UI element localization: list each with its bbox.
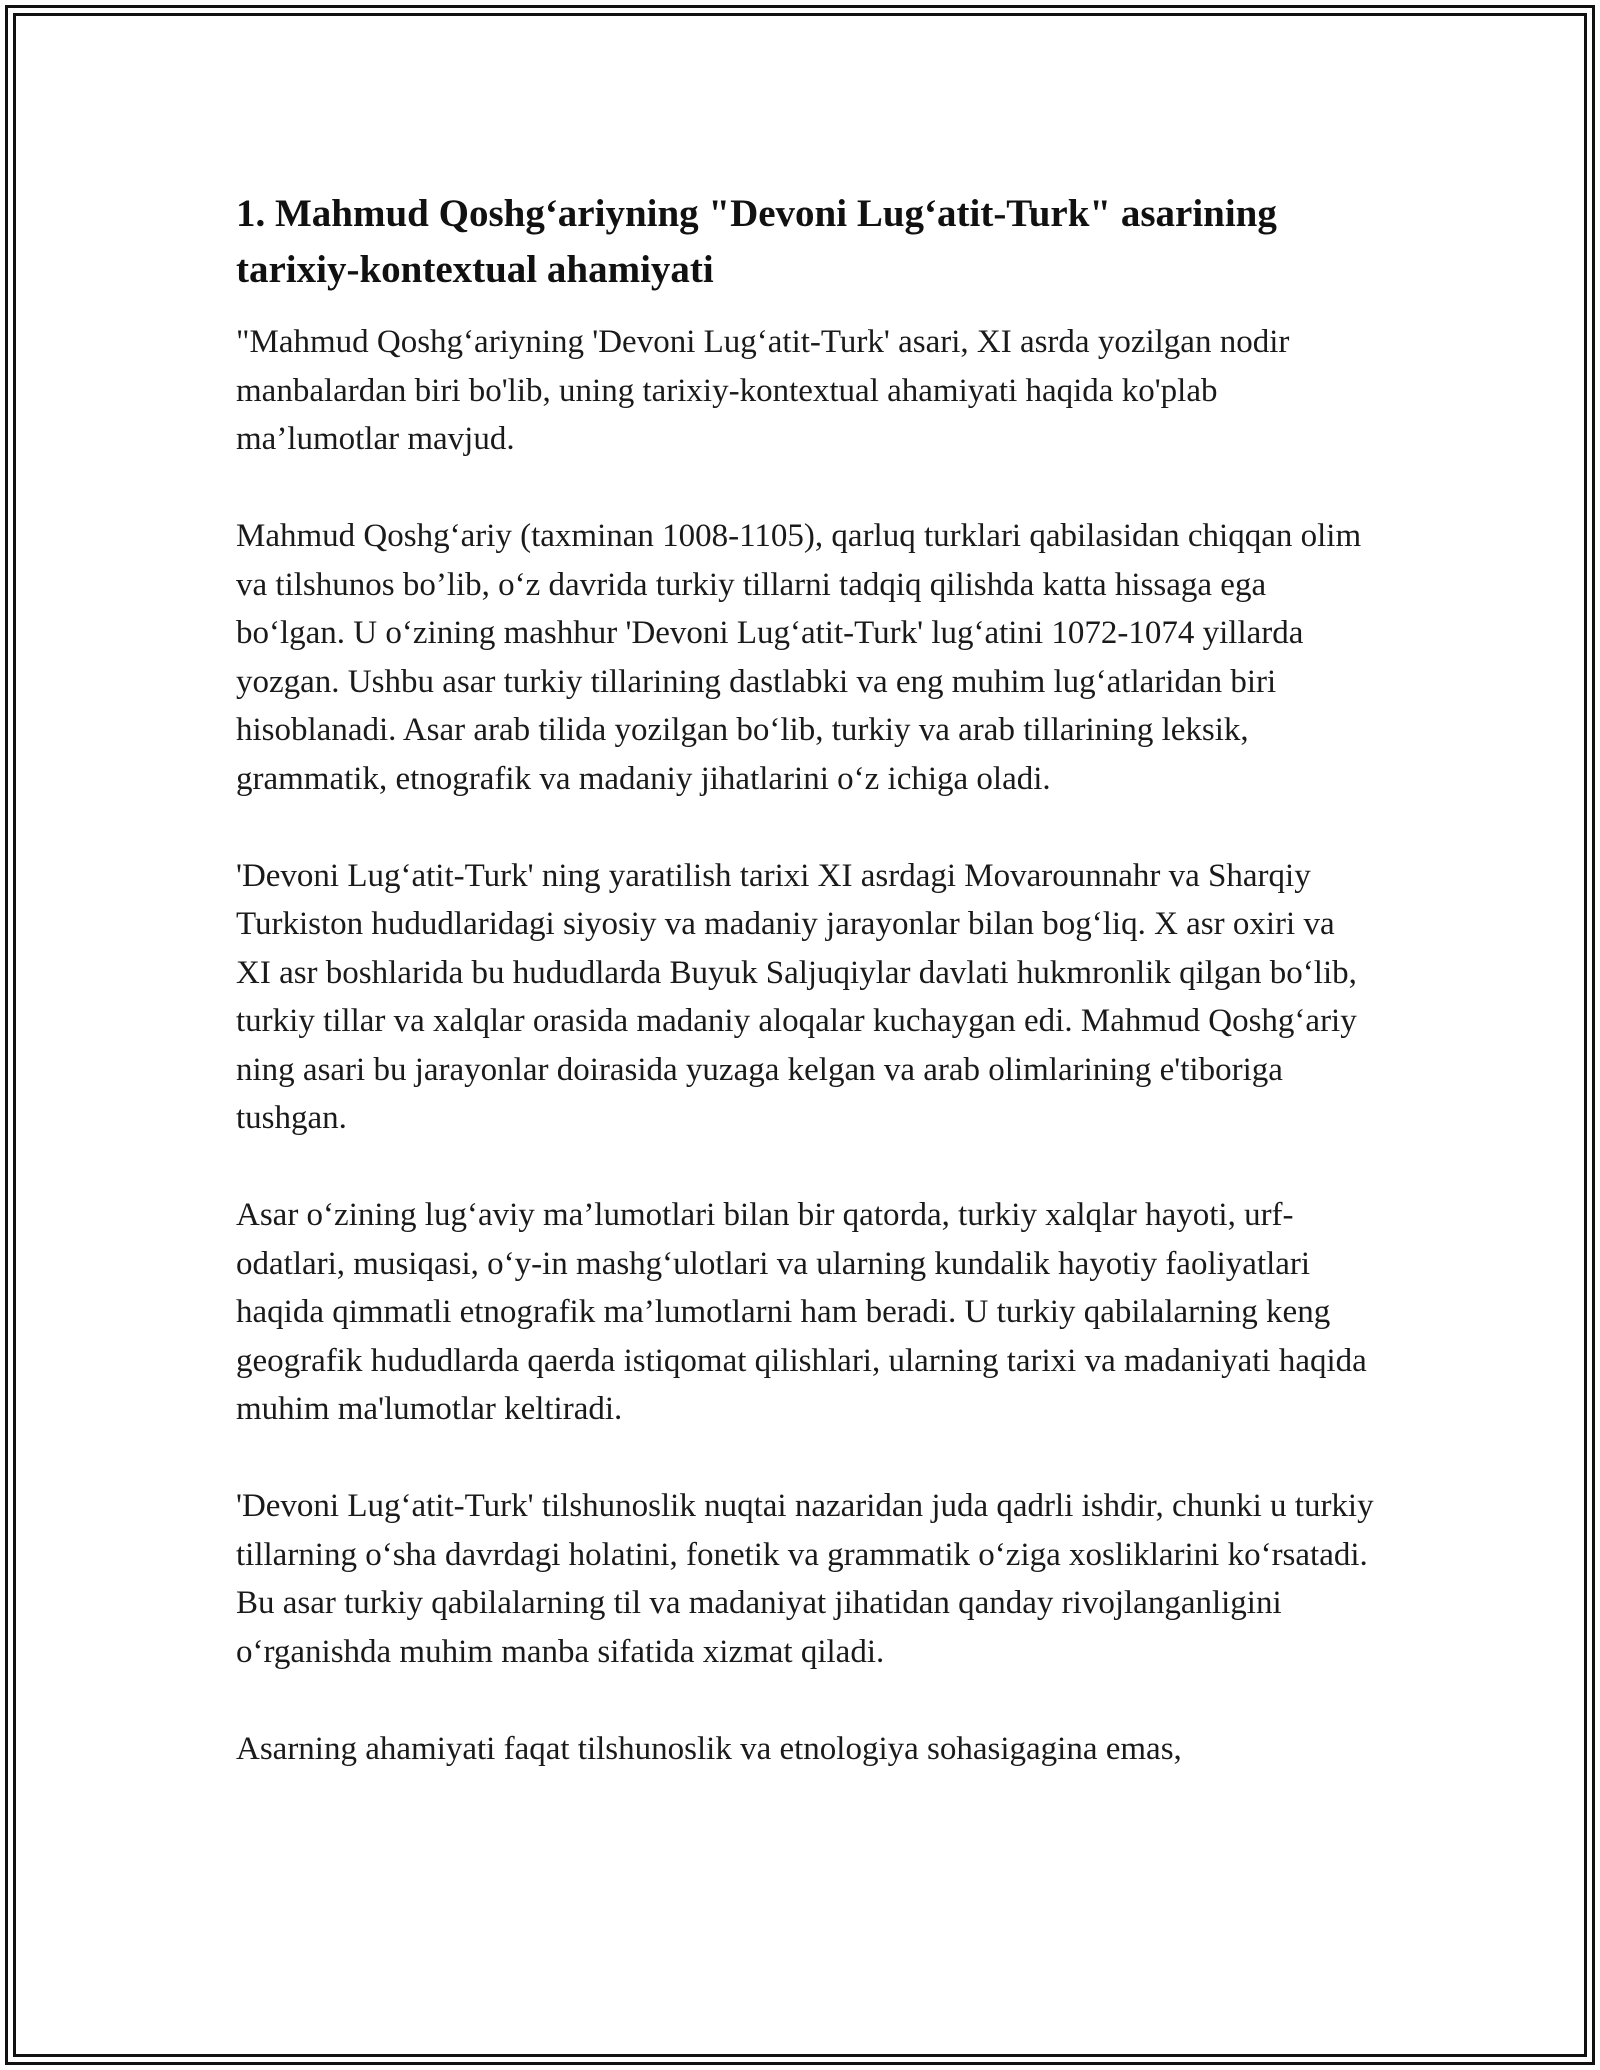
paragraph-author: Mahmud Qoshg‘ariy (taxminan 1008-1105), qarluq turklari qabilasidan chiqqan olim va tilshunos bo’lib, o‘z davrida turkiy tillarni tadqiq qilishda katta hissaga ega bo‘lgan. U o‘zining mashhur 'Devoni Lug‘atit-Turk' lug‘atini 1072-1074 yillarda yozgan. Ushbu asar turkiy tillarining dastlabki va eng muhim lug‘atlaridan biri hisoblanadi. Asar arab tilida yozilgan bo‘lib, turkiy va arab tillarining leksik, grammatik, etnografik va madaniy jihatlarini o‘z ichiga oladi.	[236, 518, 1362, 797]
document-title: 1. Mahmud Qoshg‘ariyning "Devoni Lug‘atit-Turk" asarining tarixiy-kontextual ahamiyati	[236, 192, 1277, 291]
paragraph-linguistics: 'Devoni Lug‘atit-Turk' tilshunoslik nuqtai nazaridan juda qadrli ishdir, chunki u turkiy tillarning o‘sha davrdagi holatini, fonetik va grammatik o‘ziga xosliklarini ko‘rsatadi. Bu asar turkiy qabilalarning til va madaniyat jihatidan qanday rivojlanganligini o‘rganishda muhim manba sifatida xizmat qiladi.	[236, 1488, 1374, 1670]
paragraph-intro: "Mahmud Qoshg‘ariyning 'Devoni Lug‘atit-Turk' asari, XI asrda yozilgan nodir manbalardan biri bo'lib, uning tarixiy-kontextual ahamiyati haqida ko'plab ma’lumotlar mavjud.	[236, 324, 1290, 457]
paragraph-significance: Asarning ahamiyati faqat tilshunoslik va etnologiya sohasigagina emas,	[236, 1730, 1182, 1767]
document-page	[236, 186, 1376, 1822]
paragraph-history: 'Devoni Lug‘atit-Turk' ning yaratilish tarixi XI asrdagi Movarounnahr va Sharqiy Turkiston hududlaridagi siyosiy va madaniy jarayonlar bilan bog‘liq. X asr oxiri va XI asr boshlarida bu hududlarda Buyuk Saljuqiylar davlati hukmronlik qilgan bo‘lib, turkiy tillar va xalqlar orasida madaniy aloqalar kuchaygan edi. Mahmud Qoshg‘ariy ning asari bu jarayonlar doirasida yuzaga kelgan va arab olimlarining e'tiboriga tushgan.	[236, 857, 1357, 1136]
paragraph-ethnography: Asar o‘zining lug‘aviy ma’lumotlari bilan bir qatorda, turkiy xalqlar hayoti, urf-odatlari, musiqasi, o‘y-in mashg‘ulotlari va ularning kundalik hayotiy faoliyatlari haqida qimmatli etnografik ma’lumotlarni ham beradi. U turkiy qabilalarning keng geografik hududlarda qaerda istiqomat qilishlari, ularning tarixi va madaniyati haqida muhim ma'lumotlar keltiradi.	[236, 1197, 1367, 1427]
